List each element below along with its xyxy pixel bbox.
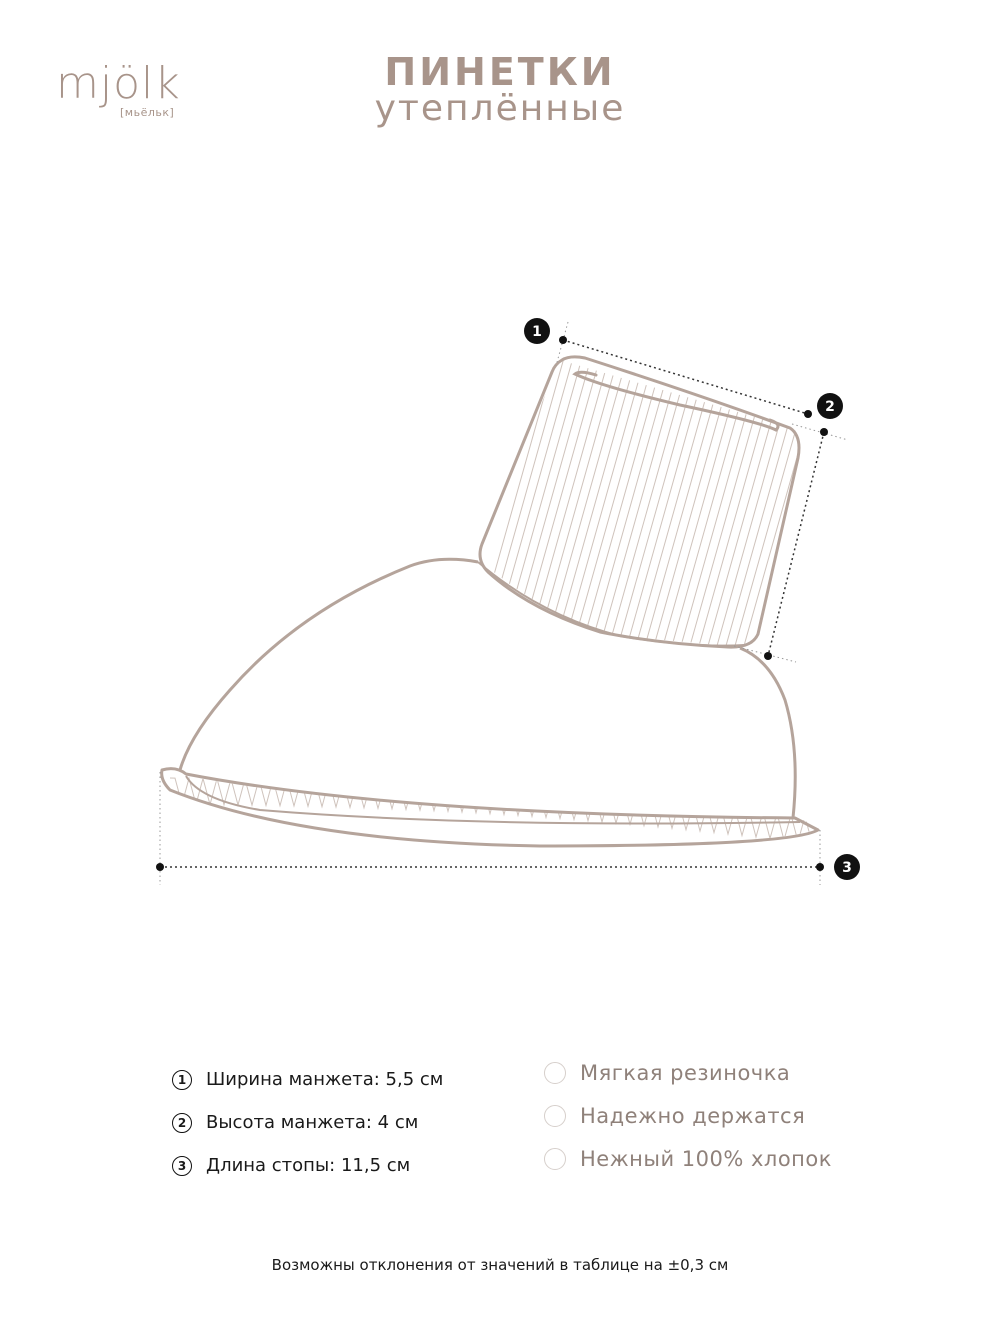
spec-cuff-height: Высота манжета: 4 см [206, 1112, 419, 1133]
page-title: ПИНЕТКИ [384, 50, 616, 94]
dot-1a [559, 336, 567, 344]
circle-bullet-icon [544, 1148, 566, 1170]
rib-line [740, 340, 830, 660]
dot-3a [156, 863, 164, 871]
rib-line [803, 340, 893, 660]
rib-line [758, 340, 848, 660]
measurement-lines [160, 340, 824, 867]
marker-2 [817, 393, 843, 419]
feature-item [544, 1051, 832, 1094]
feature-soft-rib: Мягкая резиночка [580, 1060, 791, 1085]
brand-name: mjölk [56, 58, 181, 109]
circle-bullet-icon [544, 1062, 566, 1084]
cuff-ribbing [470, 340, 911, 660]
spec-list [172, 1058, 443, 1187]
spec-number-2: 2 [172, 1113, 192, 1133]
feature-item [544, 1137, 832, 1180]
cuff-width-line [563, 340, 808, 414]
rib-line [722, 340, 812, 660]
feature-list [544, 1051, 832, 1180]
spec-cuff-width: Ширина манжета: 5,5 см [206, 1069, 444, 1090]
rib-line [767, 340, 857, 660]
spec-item [172, 1058, 443, 1101]
dot-2b [764, 652, 772, 660]
marker-1 [524, 318, 550, 344]
rib-line [695, 340, 785, 660]
dot-1b [804, 410, 812, 418]
dot-3b [816, 863, 824, 871]
spec-foot-length: Длина стопы: 11,5 см [206, 1155, 411, 1176]
rib-line [812, 340, 902, 660]
sole-outline [162, 769, 818, 846]
dot-2a [820, 428, 828, 436]
feature-cotton: Нежный 100% хлопок [580, 1146, 832, 1171]
spec-number-1: 1 [172, 1070, 192, 1090]
page-subtitle: утеплённые [374, 88, 626, 129]
extension-lines [160, 322, 848, 885]
rib-line [704, 340, 794, 660]
feature-secure-fit: Надежно держатся [580, 1103, 806, 1128]
spec-item [172, 1144, 443, 1187]
circle-bullet-icon [544, 1105, 566, 1127]
rib-line [821, 340, 911, 660]
rib-line [794, 340, 884, 660]
cuff-outline [480, 357, 799, 647]
feature-item [544, 1094, 832, 1137]
rib-line [731, 340, 821, 660]
rib-line [785, 340, 875, 660]
marker-1-label: 1 [532, 324, 542, 340]
brand-transliteration: [мьёльк] [120, 106, 175, 119]
marker-3 [834, 854, 860, 880]
spec-number-3: 3 [172, 1156, 192, 1176]
marker-2-label: 2 [825, 399, 835, 415]
marker-3-label: 3 [842, 860, 852, 876]
spec-item [172, 1101, 443, 1144]
tolerance-footnote: Возможны отклонения от значений в таблице на ±0,3 см [271, 1256, 729, 1274]
